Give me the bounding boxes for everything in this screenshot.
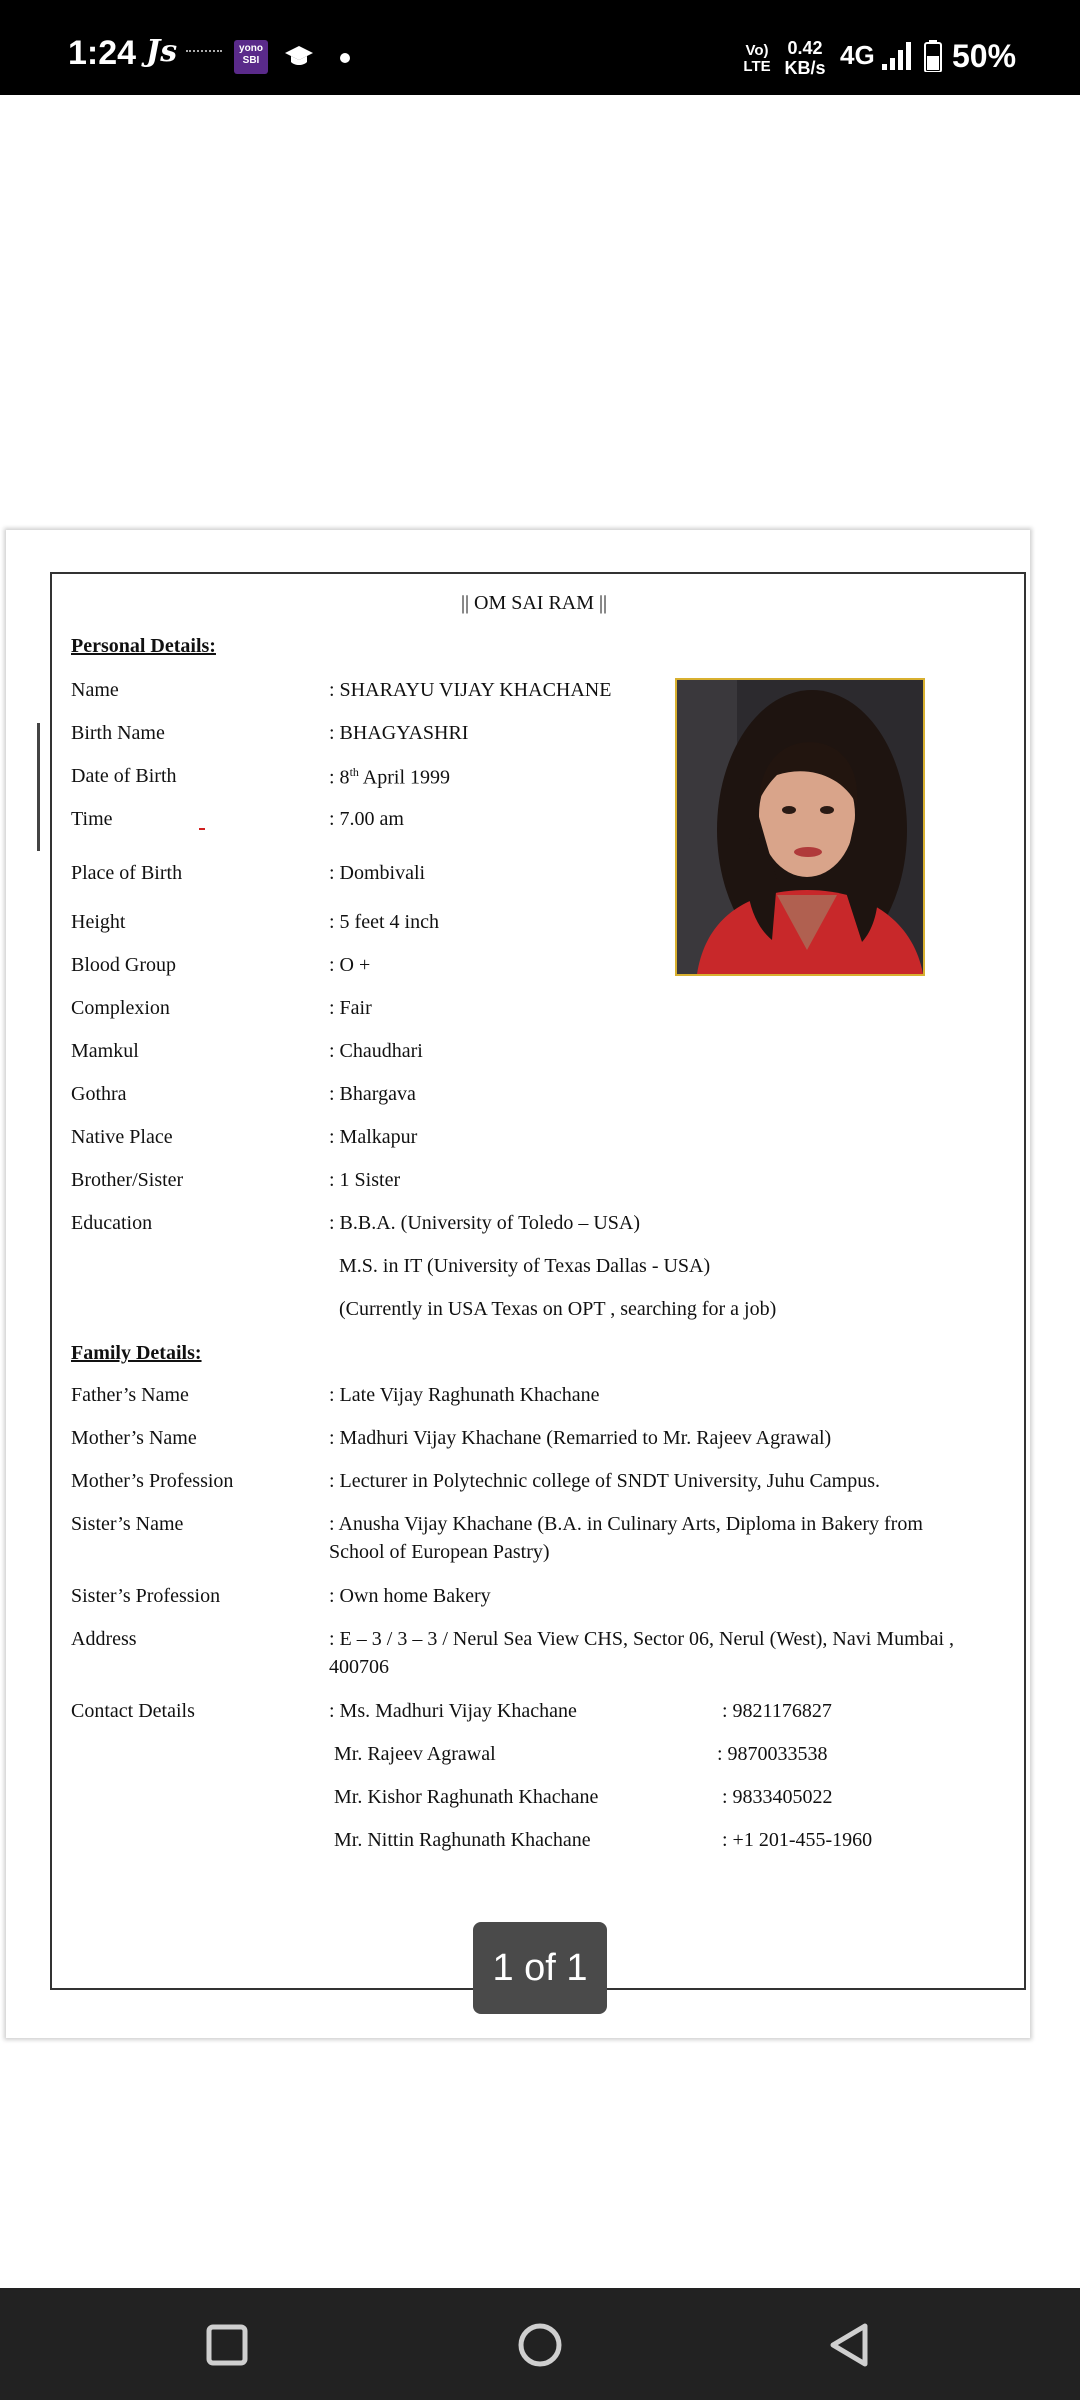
label-time: Time — [71, 808, 113, 830]
home-circle-icon[interactable] — [505, 2310, 575, 2380]
value-height: : 5 feet 4 inch — [329, 911, 439, 933]
label-complexion: Complexion — [71, 997, 170, 1019]
volte-indicator: Vo) LTE — [743, 42, 771, 75]
label-mother-profession: Mother’s Profession — [71, 1470, 234, 1492]
label-birth-name: Birth Name — [71, 722, 165, 744]
notification-dot-icon — [340, 53, 350, 63]
value-complexion: : Fair — [329, 997, 372, 1019]
label-place-of-birth: Place of Birth — [71, 862, 183, 884]
contact-name-4: Mr. Nittin Raghunath Khachane — [334, 1829, 591, 1851]
value-time: : 7.00 am — [329, 808, 404, 830]
value-native-place: : Malkapur — [329, 1126, 418, 1148]
profile-photo — [675, 678, 925, 976]
yono-sbi-icon: yono SBI — [234, 40, 268, 74]
value-address-2: 400706 — [329, 1656, 389, 1678]
personal-heading: Personal Details: — [71, 635, 216, 657]
value-gothra: : Bhargava — [329, 1083, 416, 1105]
value-address: : E – 3 / 3 – 3 / Nerul Sea View CHS, Sector 06, Nerul (West), Navi Mumbai , — [329, 1628, 955, 1650]
value-place-of-birth: : Dombivali — [329, 862, 426, 884]
page-indicator: 1 of 1 — [473, 1922, 607, 2014]
value-father-name: : Late Vijay Raghunath Khachane — [329, 1384, 600, 1406]
value-sister-profession: : Own home Bakery — [329, 1585, 491, 1607]
value-name: : SHARAYU VIJAY KHACHANE — [329, 679, 612, 701]
value-dob: : 8th April 1999 — [329, 765, 451, 789]
doc-header: || OM SAI RAM || — [461, 592, 608, 614]
status-bar — [0, 0, 1080, 95]
value-mother-profession: : Lecturer in Polytechnic college of SNDT University, Juhu Campus. — [329, 1470, 881, 1492]
label-contact-details: Contact Details — [71, 1700, 195, 1722]
contact-name-1: : Ms. Madhuri Vijay Khachane — [329, 1700, 577, 1722]
label-mother-name: Mother’s Name — [71, 1427, 197, 1449]
label-gothra: Gothra — [71, 1083, 127, 1105]
recents-square-icon[interactable] — [192, 2310, 262, 2380]
battery-percent: 50% — [952, 38, 1017, 74]
value-education: : B.B.A. (University of Toledo – USA) — [329, 1212, 640, 1234]
js-app-icon: Js — [146, 34, 178, 69]
value-brother-sister: : 1 Sister — [329, 1169, 401, 1191]
value-blood-group: : O + — [329, 954, 371, 976]
contact-name-2: Mr. Rajeev Agrawal — [334, 1743, 496, 1765]
status-time: 1:24 — [68, 34, 137, 72]
label-sister-name: Sister’s Name — [71, 1513, 184, 1535]
back-triangle-icon[interactable] — [815, 2310, 885, 2380]
label-education: Education — [71, 1212, 153, 1234]
contact-phone-4: : +1 201-455-1960 — [722, 1829, 873, 1851]
document-page[interactable] — [6, 530, 1030, 2038]
label-blood-group: Blood Group — [71, 954, 176, 976]
label-name: Name — [71, 679, 119, 701]
network-speed: 0.42 KB/s — [784, 38, 826, 78]
label-brother-sister: Brother/Sister — [71, 1169, 184, 1191]
left-margin-bar — [37, 723, 40, 851]
contact-phone-3: : 9833405022 — [722, 1786, 833, 1808]
value-education-2: M.S. in IT (University of Texas Dallas - USA) — [339, 1255, 711, 1277]
signal-icon — [880, 40, 912, 72]
label-sister-profession: Sister’s Profession — [71, 1585, 221, 1607]
label-address: Address — [71, 1628, 137, 1650]
family-heading: Family Details: — [71, 1342, 202, 1364]
label-father-name: Father’s Name — [71, 1384, 189, 1406]
portrait-image — [677, 680, 923, 974]
label-mamkul: Mamkul — [71, 1040, 139, 1062]
graduation-cap-icon — [284, 40, 314, 70]
battery-icon — [924, 40, 942, 72]
value-mother-name: : Madhuri Vijay Khachane (Remarried to Mr. Rajeev Agrawal) — [329, 1427, 832, 1449]
contact-phone-2: : 9870033538 — [717, 1743, 828, 1765]
label-dob: Date of Birth — [71, 765, 177, 787]
dotted-app-icon — [186, 50, 222, 58]
label-height: Height — [71, 911, 126, 933]
network-type: 4G — [840, 40, 875, 70]
navigation-bar — [0, 2288, 1080, 2400]
value-education-3: (Currently in USA Texas on OPT , searching for a job) — [339, 1298, 777, 1320]
contact-name-3: Mr. Kishor Raghunath Khachane — [334, 1786, 599, 1808]
value-sister-name-2: School of European Pastry) — [329, 1541, 550, 1563]
red-mark — [199, 828, 205, 830]
contact-phone-1: : 9821176827 — [722, 1700, 832, 1722]
value-mamkul: : Chaudhari — [329, 1040, 423, 1062]
value-birth-name: : BHAGYASHRI — [329, 722, 469, 744]
label-native-place: Native Place — [71, 1126, 173, 1148]
value-sister-name: : Anusha Vijay Khachane (B.A. in Culinary Arts, Diploma in Bakery from — [329, 1513, 923, 1535]
